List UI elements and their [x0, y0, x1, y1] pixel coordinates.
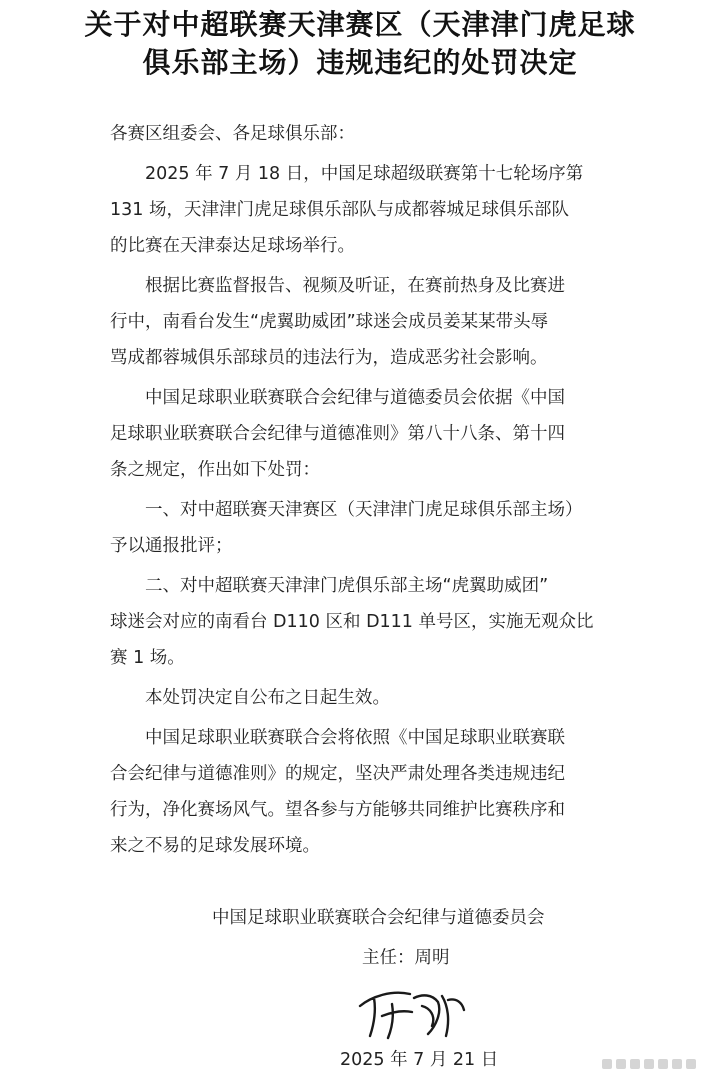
paragraph-line: 中国足球职业联赛联合会纪律与道德委员会依据《中国: [145, 388, 565, 408]
paragraph-line: 球迷会对应的南看台 D110 区和 D111 单号区，实施无观众比: [110, 612, 594, 632]
paragraph-line: 二、对中超联赛天津津门虎俱乐部主场“虎翼助威团”: [145, 576, 549, 596]
paragraph: [110, 268, 630, 376]
issue-date: 2025 年 7 月 21 日: [340, 1050, 499, 1070]
paragraph: [110, 380, 630, 488]
paragraph-line: 足球职业联赛联合会纪律与道德准则》第八十八条、第十四: [110, 424, 565, 444]
title-line-1: 关于对中超联赛天津赛区（天津津门虎足球: [84, 8, 636, 41]
paragraph-line: 予以通报批评；: [110, 536, 233, 556]
paragraph-line: 根据比赛监督报告、视频及听证，在赛前热身及比赛进: [145, 276, 565, 296]
issuing-committee: 中国足球职业联赛联合会纪律与道德委员会: [212, 908, 545, 928]
paragraph-line: 2025 年 7 月 18 日，中国足球超级联赛第十七轮场序第: [145, 164, 584, 184]
paragraph: [110, 568, 630, 676]
paragraph-line: 赛 1 场。: [110, 648, 185, 668]
paragraph-line: 骂成都蓉城俱乐部球员的违法行为，造成恶劣社会影响。: [110, 348, 548, 368]
paragraph-line: 行中，南看台发生“虎翼助威团”球迷会成员姜某某带头辱: [110, 312, 549, 332]
handwritten-signature: [352, 976, 472, 1046]
paragraph-list: [110, 156, 630, 864]
salutation: 各赛区组委会、各足球俱乐部：: [110, 124, 355, 144]
paragraph-line: 来之不易的足球发展环境。: [110, 836, 320, 856]
chair-line: 主任：周明: [362, 948, 450, 968]
paragraph: [110, 492, 630, 564]
paragraph-line: 本处罚决定自公布之日起生效。: [145, 688, 390, 708]
watermark: [602, 1056, 712, 1072]
paragraph: [110, 720, 630, 864]
paragraph-line: 131 场，天津津门虎足球俱乐部队与成都蓉城足球俱乐部队: [110, 200, 569, 220]
paragraph-line: 一、对中超联赛天津赛区（天津津门虎足球俱乐部主场）: [145, 500, 583, 520]
paragraph: [110, 680, 630, 716]
paragraph-line: 条之规定，作出如下处罚：: [110, 460, 320, 480]
paragraph-line: 的比赛在天津泰达足球场举行。: [110, 236, 355, 256]
title-line-2: 俱乐部主场）违规违纪的处罚决定: [142, 46, 578, 79]
paragraph-line: 中国足球职业联赛联合会将依照《中国足球职业联赛联: [145, 728, 565, 748]
paragraph: [110, 156, 630, 264]
paragraph-line: 合会纪律与道德准则》的规定，坚决严肃处理各类违规违纪: [110, 764, 565, 784]
document-title: [0, 6, 720, 82]
document-body: [110, 116, 630, 868]
paragraph-line: 行为，净化赛场风气。望各参与方能够共同维护比赛秩序和: [110, 800, 565, 820]
